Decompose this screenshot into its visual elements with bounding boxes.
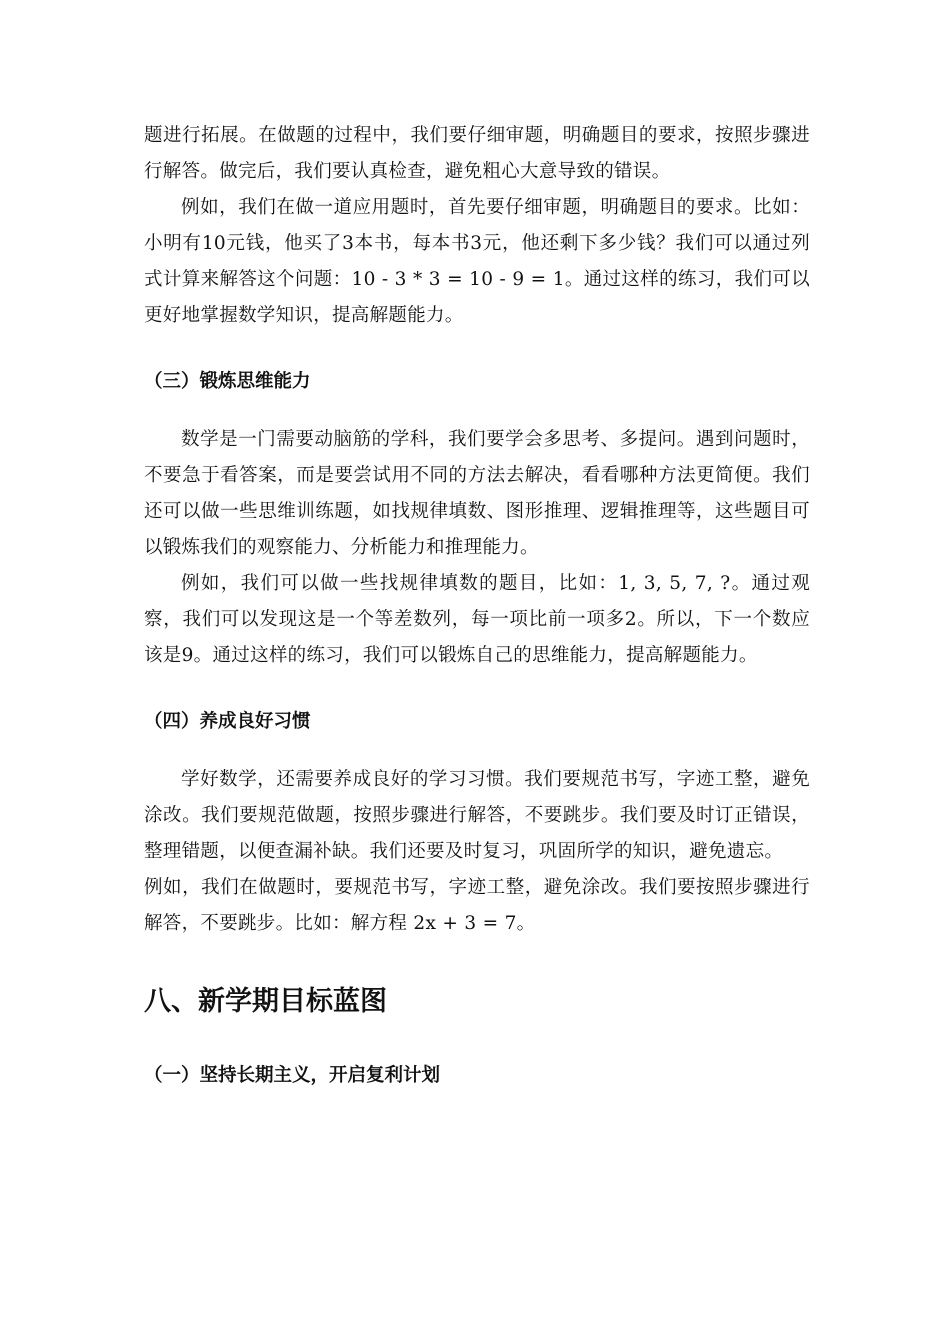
paragraph-continuation: 题进行拓展。在做题的过程中，我们要仔细审题，明确题目的要求，按照步骤进行解答。做完后，我们要认真检查，避免粗心大意导致的错误。 <box>144 125 810 182</box>
paragraph-pattern-example: 例如，我们可以做一些找规律填数的题目，比如：1, 3, 5, 7, ?。通过观察，我们可以发现这是一个等差数列，每一项比前一项多2。所以，下一个数应该是9。通过这样的练习，我们可以锻炼自己的思维能力，提高解题能力。 <box>144 573 810 666</box>
chapter-heading-goals: 八、新学期目标蓝图 <box>144 986 387 1017</box>
section-heading-thinking: （三）锻炼思维能力 <box>144 371 311 392</box>
paragraph-habits-example: 例如，我们在做题时，要规范书写，字迹工整，避免涂改。我们要按照步骤进行解答，不要跳步。比如：解方程 2x + 3 = 7。 <box>144 877 810 934</box>
paragraph-application-example: 例如，我们在做一道应用题时，首先要仔细审题，明确题目的要求。比如：小明有10元钱，他买了3本书，每本书3元，他还剩下多少钱？我们可以通过列式计算来解答这个问题：10 - 3 * 3 = 10 - 9 = 1。通过这样的练习，我们可以更好地掌握数学知识，提高解题能力。 <box>144 197 810 326</box>
paragraph-thinking: 数学是一门需要动脑筋的学科，我们要学会多思考、多提问。遇到问题时，不要急于看答案，而是要尝试用不同的方法去解决，看看哪种方法更简便。我们还可以做一些思维训练题，如找规律填数、图形推理、逻辑推理等，这些题目可以锻炼我们的观察能力、分析能力和推理能力。 <box>144 429 810 558</box>
document-page <box>144 118 810 1094</box>
paragraph-habits: 学好数学，还需要养成良好的学习习惯。我们要规范书写，字迹工整，避免涂改。我们要规范做题，按照步骤进行解答，不要跳步。我们要及时订正错误，整理错题，以便查漏补缺。我们还要及时复习，巩固所学的知识，避免遗忘。 <box>144 769 810 862</box>
section-heading-long-term: （一）坚持长期主义，开启复利计划 <box>144 1065 441 1086</box>
section-heading-habits: （四）养成良好习惯 <box>144 711 311 732</box>
